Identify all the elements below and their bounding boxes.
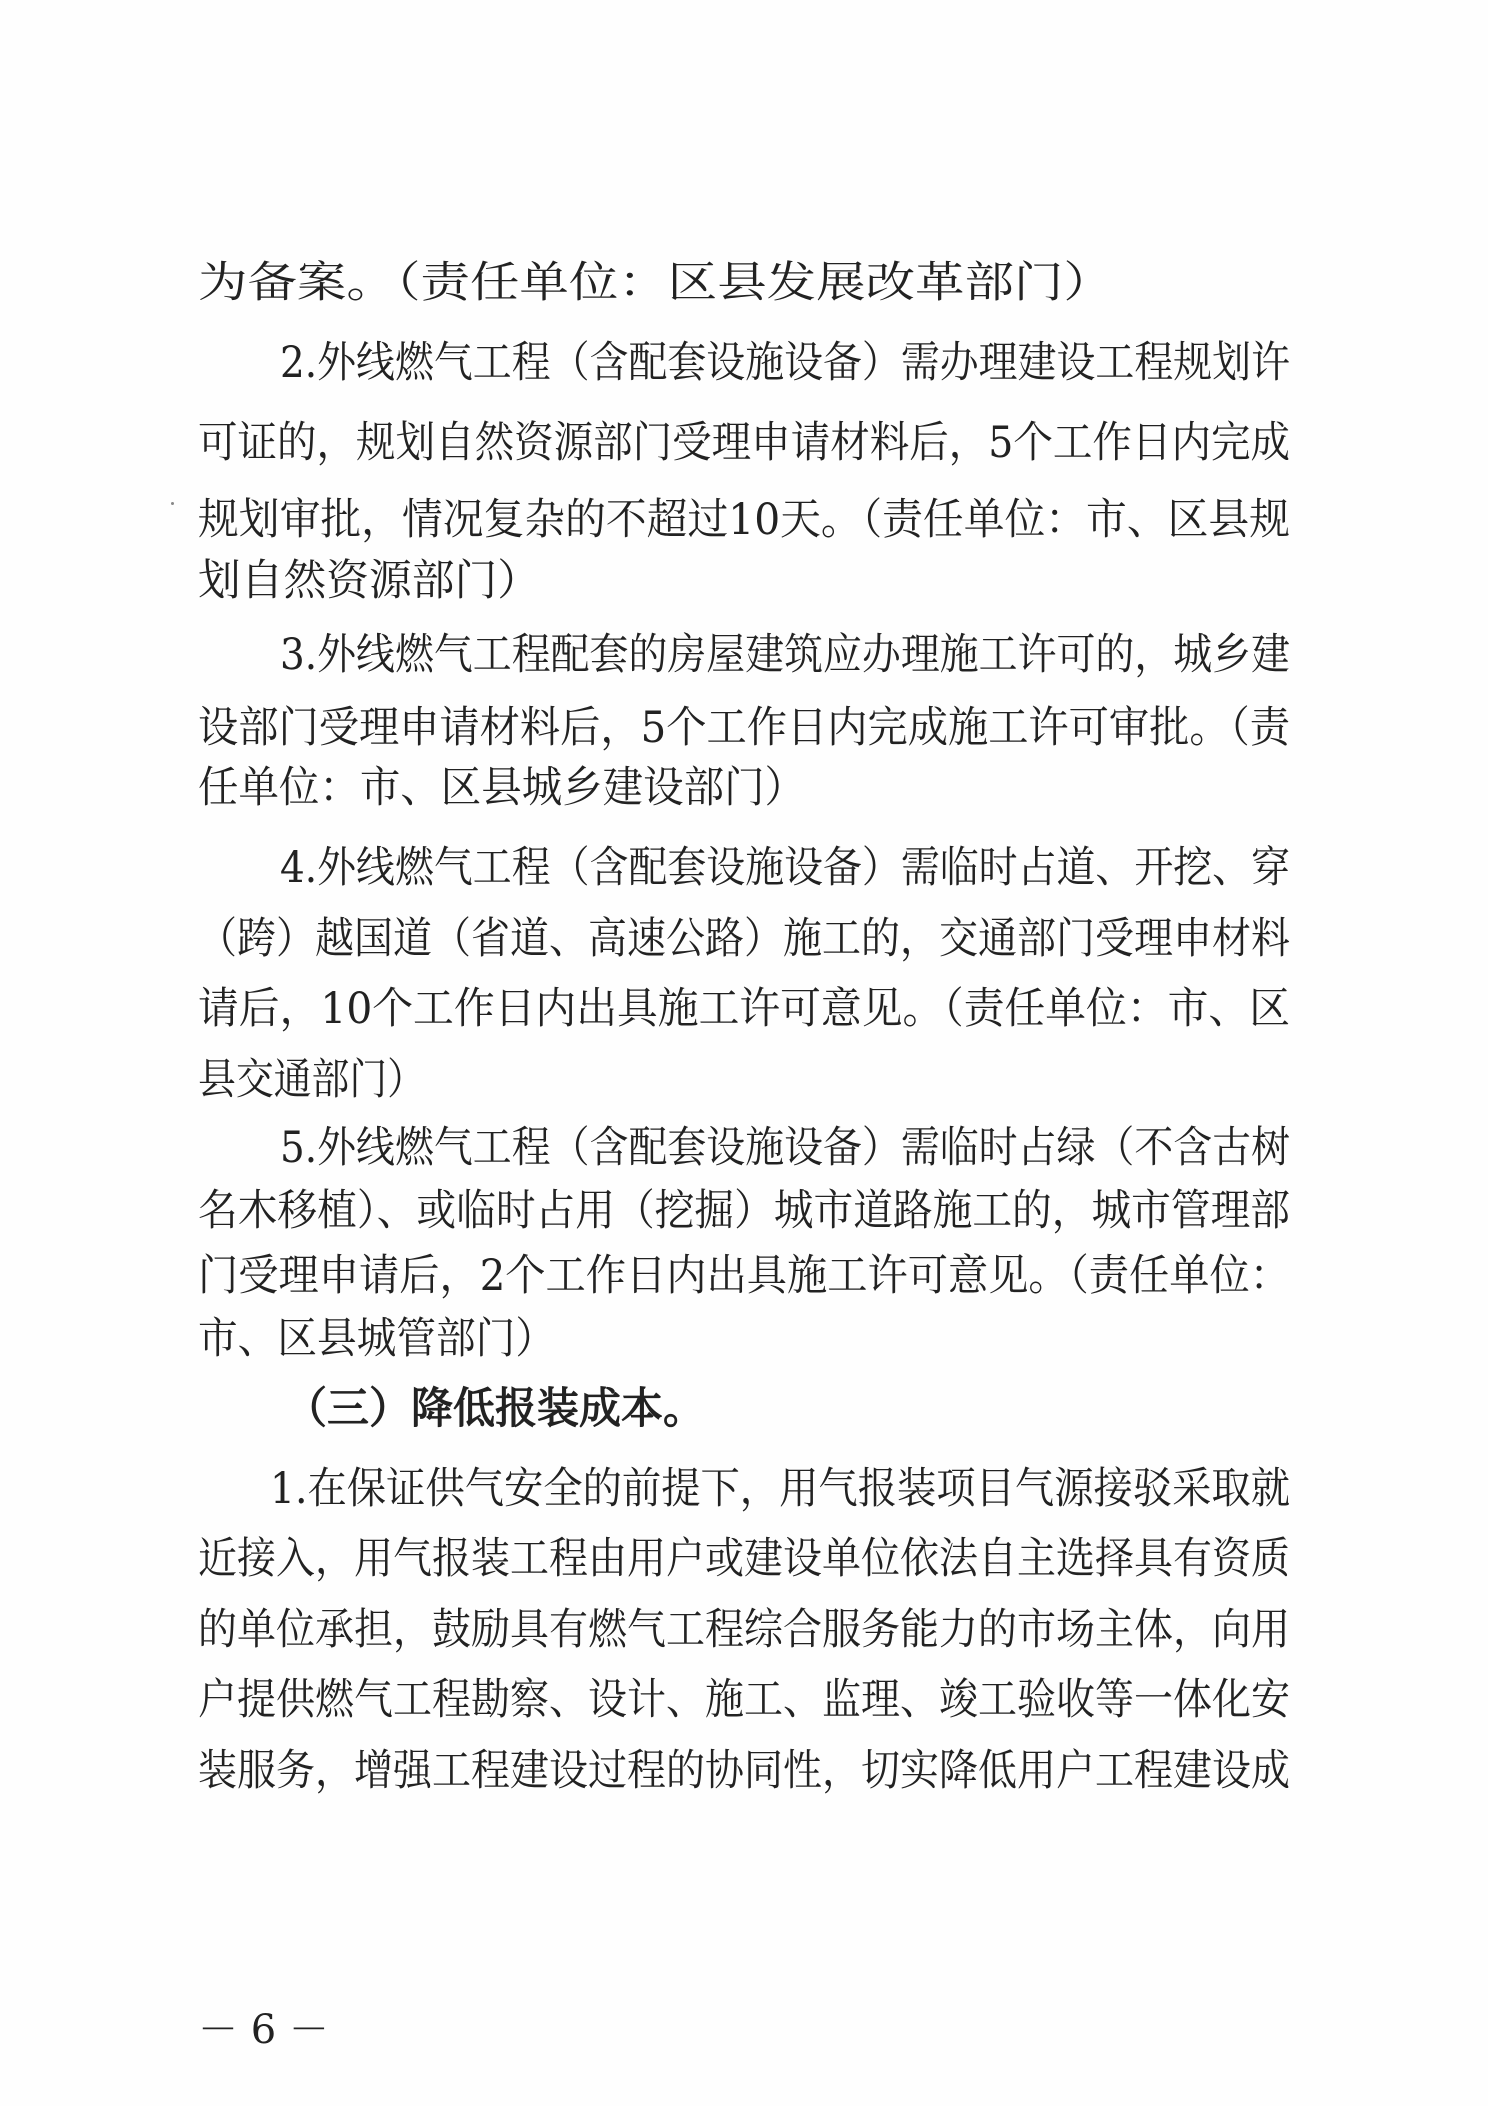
text-line: 近接入，用气报装工程由用户或建设单位依法自主选择具有资质 — [198, 1534, 1290, 1584]
scan-speck — [171, 502, 174, 505]
text-line: 3.外线燃气工程配套的房屋建筑应办理施工许可的，城乡建 — [280, 630, 1290, 680]
text-line: 请后，10个工作日内出具施工许可意见。（责任单位：市、区 — [198, 984, 1290, 1034]
text-line: 装服务，增强工程建设过程的协同性，切实降低用户工程建设成 — [198, 1746, 1290, 1796]
text-line: 4.外线燃气工程（含配套设施设备）需临时占道、开挖、穿 — [280, 843, 1290, 893]
text-line: 户提供燃气工程勘察、设计、施工、监理、竣工验收等一体化安 — [198, 1675, 1290, 1725]
text-line: 任单位：市、区县城乡建设部门） — [198, 763, 805, 813]
text-line: 设部门受理申请材料后，5个工作日内完成施工许可审批。（责 — [198, 703, 1290, 753]
text-line: 门受理申请后，2个工作日内出具施工许可意见。（责任单位： — [198, 1251, 1290, 1301]
section-heading: （三）降低报装成本。 — [285, 1384, 705, 1434]
text-line: 可证的，规划自然资源部门受理申请材料后，5个工作日内完成 — [198, 418, 1290, 468]
text-line: 2.外线燃气工程（含配套设施设备）需办理建设工程规划许 — [280, 338, 1290, 388]
text-line: 市、区县城管部门） — [198, 1314, 555, 1364]
text-line: 名木移植）、或临时占用（挖掘）城市道路施工的，城市管理部 — [198, 1186, 1290, 1236]
text-line: 的单位承担，鼓励具有燃气工程综合服务能力的市场主体，向用 — [198, 1605, 1290, 1655]
text-line: 划自然资源部门） — [198, 556, 540, 606]
text-line: 县交通部门） — [198, 1055, 425, 1105]
text-line: 1.在保证供气安全的前提下，用气报装项目气源接驳采取就 — [270, 1464, 1290, 1514]
text-line: 为备案。（责任单位：区县发展改革部门） — [198, 258, 1113, 308]
text-line: 规划审批，情况复杂的不超过10天。（责任单位：市、区县规 — [198, 495, 1290, 545]
page-number: － 6 － — [198, 2007, 329, 2053]
text-line: （跨）越国道（省道、高速公路）施工的，交通部门受理申材料 — [198, 914, 1290, 964]
text-line: 5.外线燃气工程（含配套设施设备）需临时占绿（不含古树 — [280, 1123, 1290, 1173]
